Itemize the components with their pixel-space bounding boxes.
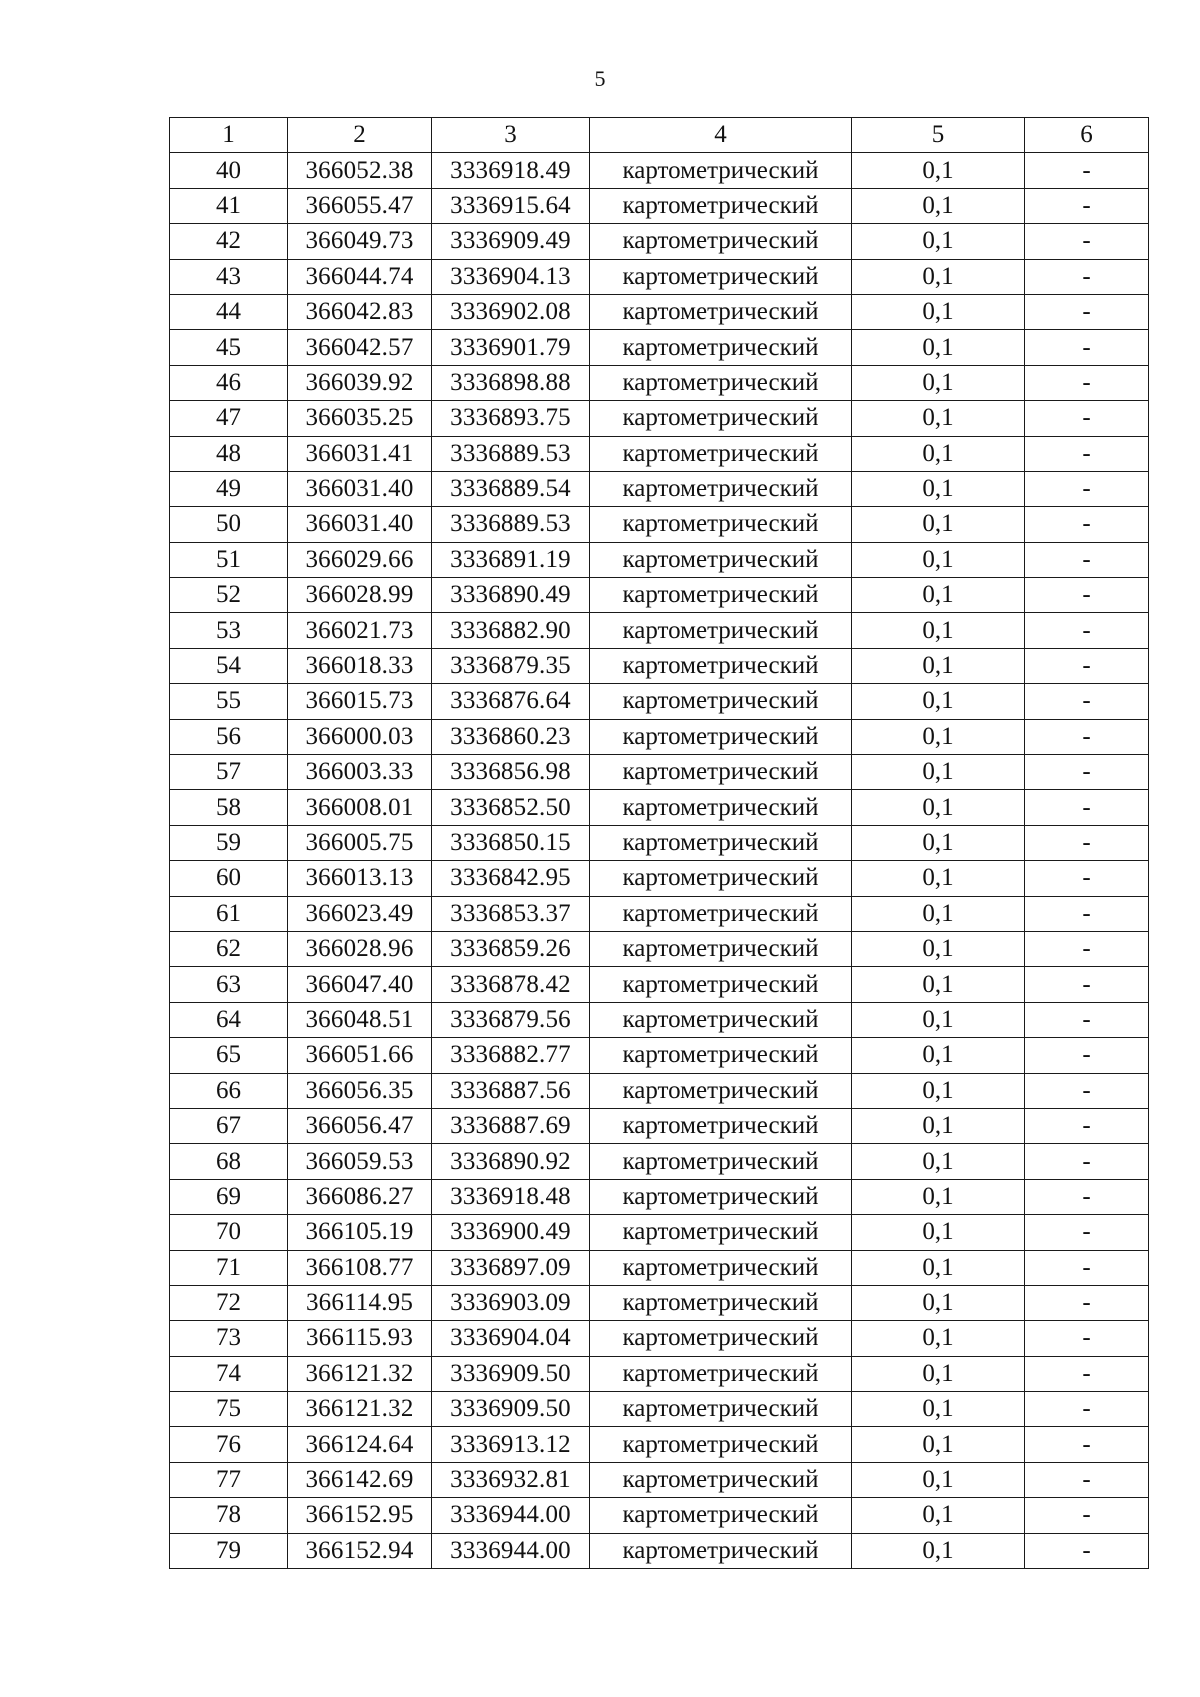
table-row [170, 1392, 1149, 1427]
point-number-cell: 57 [170, 755, 288, 790]
accuracy-cell: 0,1 [852, 436, 1025, 471]
point-number-cell: 75 [170, 1392, 288, 1427]
accuracy-cell: 0,1 [852, 365, 1025, 400]
accuracy-cell: 0,1 [852, 471, 1025, 506]
accuracy-cell: 0,1 [852, 153, 1025, 188]
x-coordinate-cell: 366056.35 [288, 1073, 432, 1108]
method-cell: картометрический [590, 259, 852, 294]
x-coordinate-cell: 366000.03 [288, 719, 432, 754]
x-coordinate-cell: 366055.47 [288, 188, 432, 223]
table-row [170, 1073, 1149, 1108]
description-cell: - [1025, 1321, 1149, 1356]
accuracy-cell: 0,1 [852, 1498, 1025, 1533]
method-cell: картометрический [590, 507, 852, 542]
accuracy-cell: 0,1 [852, 1250, 1025, 1285]
x-coordinate-cell: 366152.94 [288, 1533, 432, 1568]
method-cell: картометрический [590, 613, 852, 648]
method-cell: картометрический [590, 188, 852, 223]
y-coordinate-cell: 3336890.92 [432, 1144, 590, 1179]
table-header-row [170, 118, 1149, 153]
description-cell: - [1025, 294, 1149, 329]
y-coordinate-cell: 3336887.56 [432, 1073, 590, 1108]
description-cell: - [1025, 896, 1149, 931]
method-cell: картометрический [590, 1462, 852, 1497]
method-cell: картометрический [590, 471, 852, 506]
method-cell: картометрический [590, 1144, 852, 1179]
accuracy-cell: 0,1 [852, 1179, 1025, 1214]
description-cell: - [1025, 790, 1149, 825]
table-row [170, 330, 1149, 365]
y-coordinate-cell: 3336853.37 [432, 896, 590, 931]
y-coordinate-cell: 3336876.64 [432, 684, 590, 719]
description-cell: - [1025, 1108, 1149, 1143]
method-cell: картометрический [590, 719, 852, 754]
x-coordinate-cell: 366042.57 [288, 330, 432, 365]
x-coordinate-cell: 366031.40 [288, 471, 432, 506]
description-cell: - [1025, 613, 1149, 648]
point-number-cell: 71 [170, 1250, 288, 1285]
accuracy-cell: 0,1 [852, 719, 1025, 754]
point-number-cell: 79 [170, 1533, 288, 1568]
table-row [170, 436, 1149, 471]
x-coordinate-cell: 366028.99 [288, 578, 432, 613]
y-coordinate-cell: 3336879.35 [432, 648, 590, 683]
point-number-cell: 69 [170, 1179, 288, 1214]
accuracy-cell: 0,1 [852, 401, 1025, 436]
method-cell: картометрический [590, 896, 852, 931]
x-coordinate-cell: 366031.40 [288, 507, 432, 542]
description-cell: - [1025, 153, 1149, 188]
accuracy-cell: 0,1 [852, 790, 1025, 825]
method-cell: картометрический [590, 684, 852, 719]
description-cell: - [1025, 1462, 1149, 1497]
method-cell: картометрический [590, 1179, 852, 1214]
point-number-cell: 41 [170, 188, 288, 223]
method-cell: картометрический [590, 1002, 852, 1037]
point-number-cell: 49 [170, 471, 288, 506]
x-coordinate-cell: 366005.75 [288, 825, 432, 860]
table-row [170, 967, 1149, 1002]
accuracy-cell: 0,1 [852, 1285, 1025, 1320]
accuracy-cell: 0,1 [852, 1321, 1025, 1356]
x-coordinate-cell: 366059.53 [288, 1144, 432, 1179]
method-cell: картометрический [590, 931, 852, 966]
description-cell: - [1025, 1250, 1149, 1285]
x-coordinate-cell: 366003.33 [288, 755, 432, 790]
method-cell: картометрический [590, 1533, 852, 1568]
y-coordinate-cell: 3336918.48 [432, 1179, 590, 1214]
table-row [170, 188, 1149, 223]
table-row [170, 1285, 1149, 1320]
accuracy-cell: 0,1 [852, 684, 1025, 719]
table-row [170, 471, 1149, 506]
method-cell: картометрический [590, 1285, 852, 1320]
description-cell: - [1025, 330, 1149, 365]
method-cell: картометрический [590, 401, 852, 436]
point-number-cell: 50 [170, 507, 288, 542]
table-row [170, 825, 1149, 860]
table-row [170, 790, 1149, 825]
y-coordinate-cell: 3336891.19 [432, 542, 590, 577]
y-coordinate-cell: 3336882.77 [432, 1038, 590, 1073]
point-number-cell: 40 [170, 153, 288, 188]
description-cell: - [1025, 542, 1149, 577]
method-cell: картометрический [590, 790, 852, 825]
table-row [170, 719, 1149, 754]
y-coordinate-cell: 3336856.98 [432, 755, 590, 790]
accuracy-cell: 0,1 [852, 613, 1025, 648]
point-number-cell: 72 [170, 1285, 288, 1320]
y-coordinate-cell: 3336842.95 [432, 861, 590, 896]
x-coordinate-cell: 366142.69 [288, 1462, 432, 1497]
point-number-cell: 78 [170, 1498, 288, 1533]
method-cell: картометрический [590, 755, 852, 790]
accuracy-cell: 0,1 [852, 1215, 1025, 1250]
point-number-cell: 77 [170, 1462, 288, 1497]
table-row [170, 1321, 1149, 1356]
accuracy-cell: 0,1 [852, 224, 1025, 259]
table-row [170, 1533, 1149, 1568]
x-coordinate-cell: 366115.93 [288, 1321, 432, 1356]
table-row [170, 259, 1149, 294]
accuracy-cell: 0,1 [852, 1392, 1025, 1427]
method-cell: картометрический [590, 1392, 852, 1427]
table-row [170, 1462, 1149, 1497]
accuracy-cell: 0,1 [852, 825, 1025, 860]
point-number-cell: 58 [170, 790, 288, 825]
description-cell: - [1025, 224, 1149, 259]
accuracy-cell: 0,1 [852, 648, 1025, 683]
method-cell: картометрический [590, 1108, 852, 1143]
y-coordinate-cell: 3336893.75 [432, 401, 590, 436]
x-coordinate-cell: 366013.13 [288, 861, 432, 896]
table-row [170, 578, 1149, 613]
accuracy-cell: 0,1 [852, 1356, 1025, 1391]
x-coordinate-cell: 366121.32 [288, 1356, 432, 1391]
method-cell: картометрический [590, 1427, 852, 1462]
y-coordinate-cell: 3336904.04 [432, 1321, 590, 1356]
method-cell: картометрический [590, 1250, 852, 1285]
y-coordinate-cell: 3336902.08 [432, 294, 590, 329]
table-row [170, 1250, 1149, 1285]
x-coordinate-cell: 366035.25 [288, 401, 432, 436]
table-row [170, 755, 1149, 790]
table-row [170, 224, 1149, 259]
x-coordinate-cell: 366152.95 [288, 1498, 432, 1533]
table-row [170, 1427, 1149, 1462]
x-coordinate-cell: 366008.01 [288, 790, 432, 825]
y-coordinate-cell: 3336859.26 [432, 931, 590, 966]
table-row [170, 1002, 1149, 1037]
y-coordinate-cell: 3336903.09 [432, 1285, 590, 1320]
header-cell: 2 [288, 118, 432, 153]
accuracy-cell: 0,1 [852, 1533, 1025, 1568]
header-cell: 4 [590, 118, 852, 153]
description-cell: - [1025, 861, 1149, 896]
x-coordinate-cell: 366047.40 [288, 967, 432, 1002]
point-number-cell: 43 [170, 259, 288, 294]
point-number-cell: 63 [170, 967, 288, 1002]
y-coordinate-cell: 3336944.00 [432, 1533, 590, 1568]
point-number-cell: 65 [170, 1038, 288, 1073]
accuracy-cell: 0,1 [852, 755, 1025, 790]
point-number-cell: 68 [170, 1144, 288, 1179]
description-cell: - [1025, 1144, 1149, 1179]
table-row [170, 1498, 1149, 1533]
y-coordinate-cell: 3336878.42 [432, 967, 590, 1002]
y-coordinate-cell: 3336932.81 [432, 1462, 590, 1497]
table-row [170, 684, 1149, 719]
point-number-cell: 62 [170, 931, 288, 966]
description-cell: - [1025, 365, 1149, 400]
header-cell: 6 [1025, 118, 1149, 153]
accuracy-cell: 0,1 [852, 1462, 1025, 1497]
description-cell: - [1025, 719, 1149, 754]
table-row [170, 507, 1149, 542]
method-cell: картометрический [590, 1215, 852, 1250]
accuracy-cell: 0,1 [852, 1038, 1025, 1073]
method-cell: картометрический [590, 1498, 852, 1533]
header-cell: 1 [170, 118, 288, 153]
description-cell: - [1025, 1392, 1149, 1427]
header-cell: 3 [432, 118, 590, 153]
y-coordinate-cell: 3336909.50 [432, 1392, 590, 1427]
y-coordinate-cell: 3336913.12 [432, 1427, 590, 1462]
point-number-cell: 55 [170, 684, 288, 719]
table-row [170, 1215, 1149, 1250]
table-row [170, 294, 1149, 329]
table-row [170, 648, 1149, 683]
x-coordinate-cell: 366015.73 [288, 684, 432, 719]
accuracy-cell: 0,1 [852, 967, 1025, 1002]
point-number-cell: 53 [170, 613, 288, 648]
x-coordinate-cell: 366031.41 [288, 436, 432, 471]
y-coordinate-cell: 3336898.88 [432, 365, 590, 400]
y-coordinate-cell: 3336901.79 [432, 330, 590, 365]
method-cell: картометрический [590, 542, 852, 577]
accuracy-cell: 0,1 [852, 578, 1025, 613]
method-cell: картометрический [590, 1321, 852, 1356]
x-coordinate-cell: 366029.66 [288, 542, 432, 577]
point-number-cell: 46 [170, 365, 288, 400]
x-coordinate-cell: 366049.73 [288, 224, 432, 259]
x-coordinate-cell: 366056.47 [288, 1108, 432, 1143]
description-cell: - [1025, 188, 1149, 223]
description-cell: - [1025, 967, 1149, 1002]
accuracy-cell: 0,1 [852, 931, 1025, 966]
x-coordinate-cell: 366023.49 [288, 896, 432, 931]
point-number-cell: 66 [170, 1073, 288, 1108]
description-cell: - [1025, 1179, 1149, 1214]
method-cell: картометрический [590, 153, 852, 188]
x-coordinate-cell: 366042.83 [288, 294, 432, 329]
method-cell: картометрический [590, 1356, 852, 1391]
x-coordinate-cell: 366086.27 [288, 1179, 432, 1214]
point-number-cell: 67 [170, 1108, 288, 1143]
description-cell: - [1025, 825, 1149, 860]
point-number-cell: 61 [170, 896, 288, 931]
y-coordinate-cell: 3336944.00 [432, 1498, 590, 1533]
coordinates-table [169, 117, 1149, 1569]
page-number: 5 [594, 66, 606, 91]
description-cell: - [1025, 471, 1149, 506]
accuracy-cell: 0,1 [852, 294, 1025, 329]
x-coordinate-cell: 366051.66 [288, 1038, 432, 1073]
accuracy-cell: 0,1 [852, 1108, 1025, 1143]
description-cell: - [1025, 1356, 1149, 1391]
y-coordinate-cell: 3336890.49 [432, 578, 590, 613]
y-coordinate-cell: 3336860.23 [432, 719, 590, 754]
table-row [170, 931, 1149, 966]
header-cell: 5 [852, 118, 1025, 153]
x-coordinate-cell: 366105.19 [288, 1215, 432, 1250]
y-coordinate-cell: 3336915.64 [432, 188, 590, 223]
table-row [170, 896, 1149, 931]
point-number-cell: 60 [170, 861, 288, 896]
point-number-cell: 45 [170, 330, 288, 365]
point-number-cell: 56 [170, 719, 288, 754]
y-coordinate-cell: 3336882.90 [432, 613, 590, 648]
table-row [170, 401, 1149, 436]
y-coordinate-cell: 3336900.49 [432, 1215, 590, 1250]
description-cell: - [1025, 684, 1149, 719]
description-cell: - [1025, 1038, 1149, 1073]
x-coordinate-cell: 366121.32 [288, 1392, 432, 1427]
point-number-cell: 51 [170, 542, 288, 577]
description-cell: - [1025, 1215, 1149, 1250]
accuracy-cell: 0,1 [852, 330, 1025, 365]
x-coordinate-cell: 366124.64 [288, 1427, 432, 1462]
description-cell: - [1025, 507, 1149, 542]
x-coordinate-cell: 366018.33 [288, 648, 432, 683]
x-coordinate-cell: 366048.51 [288, 1002, 432, 1037]
y-coordinate-cell: 3336918.49 [432, 153, 590, 188]
accuracy-cell: 0,1 [852, 188, 1025, 223]
y-coordinate-cell: 3336879.56 [432, 1002, 590, 1037]
point-number-cell: 73 [170, 1321, 288, 1356]
x-coordinate-cell: 366044.74 [288, 259, 432, 294]
table-row [170, 613, 1149, 648]
description-cell: - [1025, 1285, 1149, 1320]
point-number-cell: 54 [170, 648, 288, 683]
x-coordinate-cell: 366052.38 [288, 153, 432, 188]
method-cell: картометрический [590, 1073, 852, 1108]
x-coordinate-cell: 366021.73 [288, 613, 432, 648]
table-row [170, 1038, 1149, 1073]
table-row [170, 861, 1149, 896]
table-row [170, 1144, 1149, 1179]
point-number-cell: 70 [170, 1215, 288, 1250]
description-cell: - [1025, 1073, 1149, 1108]
description-cell: - [1025, 1002, 1149, 1037]
point-number-cell: 64 [170, 1002, 288, 1037]
method-cell: картометрический [590, 648, 852, 683]
y-coordinate-cell: 3336897.09 [432, 1250, 590, 1285]
table-row [170, 1108, 1149, 1143]
point-number-cell: 47 [170, 401, 288, 436]
x-coordinate-cell: 366028.96 [288, 931, 432, 966]
accuracy-cell: 0,1 [852, 1427, 1025, 1462]
method-cell: картометрический [590, 294, 852, 329]
point-number-cell: 52 [170, 578, 288, 613]
description-cell: - [1025, 1498, 1149, 1533]
description-cell: - [1025, 401, 1149, 436]
method-cell: картометрический [590, 967, 852, 1002]
method-cell: картометрический [590, 436, 852, 471]
x-coordinate-cell: 366108.77 [288, 1250, 432, 1285]
description-cell: - [1025, 578, 1149, 613]
point-number-cell: 74 [170, 1356, 288, 1391]
point-number-cell: 59 [170, 825, 288, 860]
accuracy-cell: 0,1 [852, 896, 1025, 931]
method-cell: картометрический [590, 365, 852, 400]
table-row [170, 1356, 1149, 1391]
method-cell: картометрический [590, 825, 852, 860]
accuracy-cell: 0,1 [852, 1073, 1025, 1108]
y-coordinate-cell: 3336889.54 [432, 471, 590, 506]
method-cell: картометрический [590, 330, 852, 365]
point-number-cell: 42 [170, 224, 288, 259]
method-cell: картометрический [590, 861, 852, 896]
accuracy-cell: 0,1 [852, 861, 1025, 896]
point-number-cell: 48 [170, 436, 288, 471]
description-cell: - [1025, 648, 1149, 683]
method-cell: картометрический [590, 578, 852, 613]
method-cell: картометрический [590, 224, 852, 259]
y-coordinate-cell: 3336904.13 [432, 259, 590, 294]
description-cell: - [1025, 1427, 1149, 1462]
table-body [170, 118, 1149, 1569]
accuracy-cell: 0,1 [852, 1144, 1025, 1179]
point-number-cell: 44 [170, 294, 288, 329]
description-cell: - [1025, 1533, 1149, 1568]
x-coordinate-cell: 366039.92 [288, 365, 432, 400]
description-cell: - [1025, 931, 1149, 966]
y-coordinate-cell: 3336889.53 [432, 507, 590, 542]
description-cell: - [1025, 259, 1149, 294]
table-row [170, 365, 1149, 400]
description-cell: - [1025, 436, 1149, 471]
accuracy-cell: 0,1 [852, 1002, 1025, 1037]
table-row [170, 153, 1149, 188]
point-number-cell: 76 [170, 1427, 288, 1462]
y-coordinate-cell: 3336909.49 [432, 224, 590, 259]
accuracy-cell: 0,1 [852, 507, 1025, 542]
description-cell: - [1025, 755, 1149, 790]
table-row [170, 1179, 1149, 1214]
table-row [170, 542, 1149, 577]
x-coordinate-cell: 366114.95 [288, 1285, 432, 1320]
accuracy-cell: 0,1 [852, 542, 1025, 577]
y-coordinate-cell: 3336852.50 [432, 790, 590, 825]
y-coordinate-cell: 3336850.15 [432, 825, 590, 860]
y-coordinate-cell: 3336909.50 [432, 1356, 590, 1391]
method-cell: картометрический [590, 1038, 852, 1073]
y-coordinate-cell: 3336887.69 [432, 1108, 590, 1143]
y-coordinate-cell: 3336889.53 [432, 436, 590, 471]
accuracy-cell: 0,1 [852, 259, 1025, 294]
